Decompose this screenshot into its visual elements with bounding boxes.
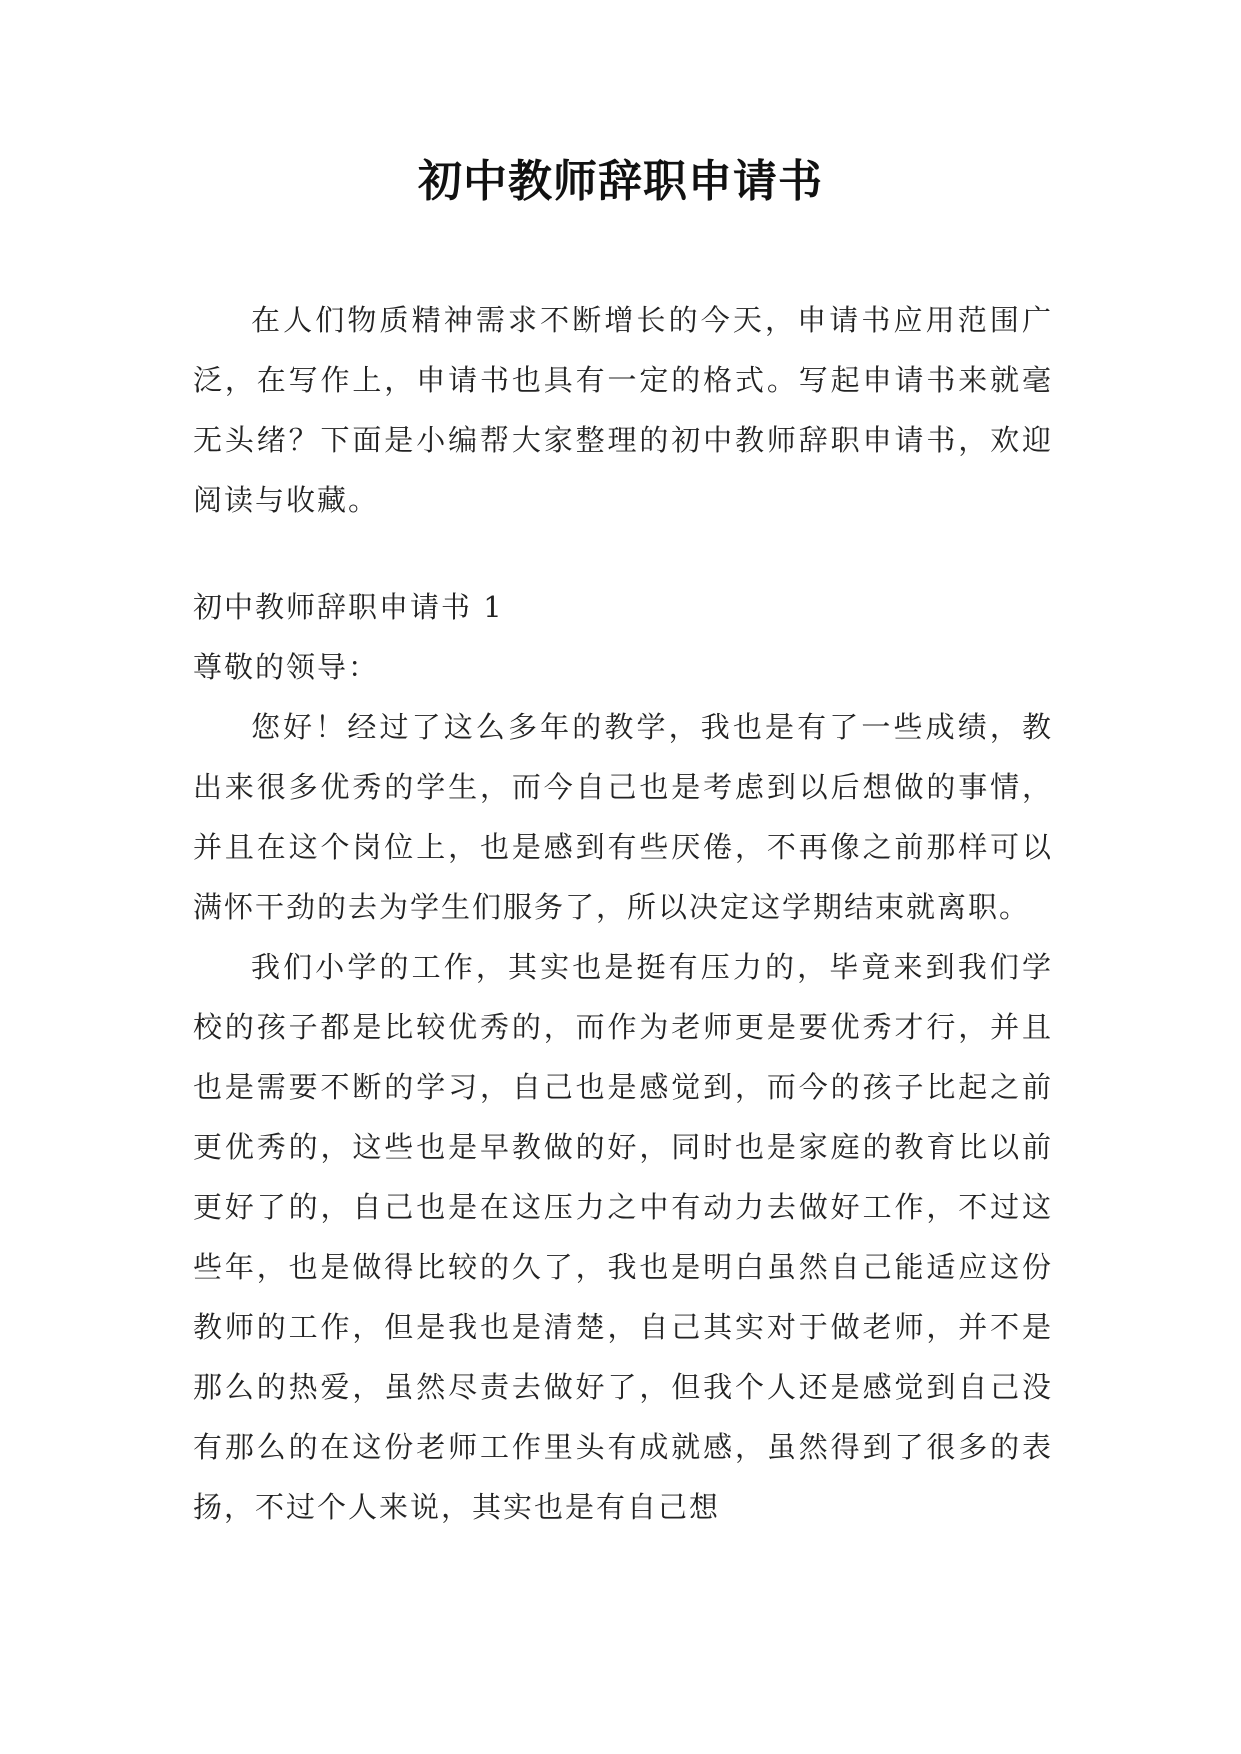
body-paragraph: 您好！经过了这么多年的教学，我也是有了一些成绩，教出来很多优秀的学生，而今自己也是考虑到以后想做的事情，并且在这个岗位上，也是感到有些厌倦，不再像之前那样可以满怀干劲的去为学生们服务了，所以决定这学期结束就离职。 (193, 710, 1053, 924)
intro-paragraph: 在人们物质精神需求不断增长的今天，申请书应用范围广泛，在写作上，申请书也具有一定的格式。写起申请书来就毫无头绪？下面是小编帮大家整理的初中教师辞职申请书，欢迎阅读与收藏。 (193, 303, 1053, 517)
salutation: 尊敬的领导： (193, 650, 380, 684)
document-title: 初中教师辞职申请书 (418, 156, 823, 207)
intro-block (193, 290, 1053, 530)
letter-block (193, 577, 1053, 1537)
section-heading: 初中教师辞职申请书 1 (193, 590, 504, 624)
body-paragraph: 我们小学的工作，其实也是挺有压力的，毕竟来到我们学校的孩子都是比较优秀的，而作为老师更是要优秀才行，并且也是需要不断的学习，自己也是感觉到，而今的孩子比起之前更优秀的，这些也是早教做的好，同时也是家庭的教育比以前更好了的，自己也是在这压力之中有动力去做好工作，不过这些年，也是做得比较的久了，我也是明白虽然自己能适应这份教师的工作，但是我也是清楚，自己其实对于做老师，并不是那么的热爱，虽然尽责去做好了，但我个人还是感觉到自己没有那么的在这份老师工作里头有成就感，虽然得到了很多的表扬，不过个人来说，其实也是有自己想 (193, 950, 1053, 1524)
